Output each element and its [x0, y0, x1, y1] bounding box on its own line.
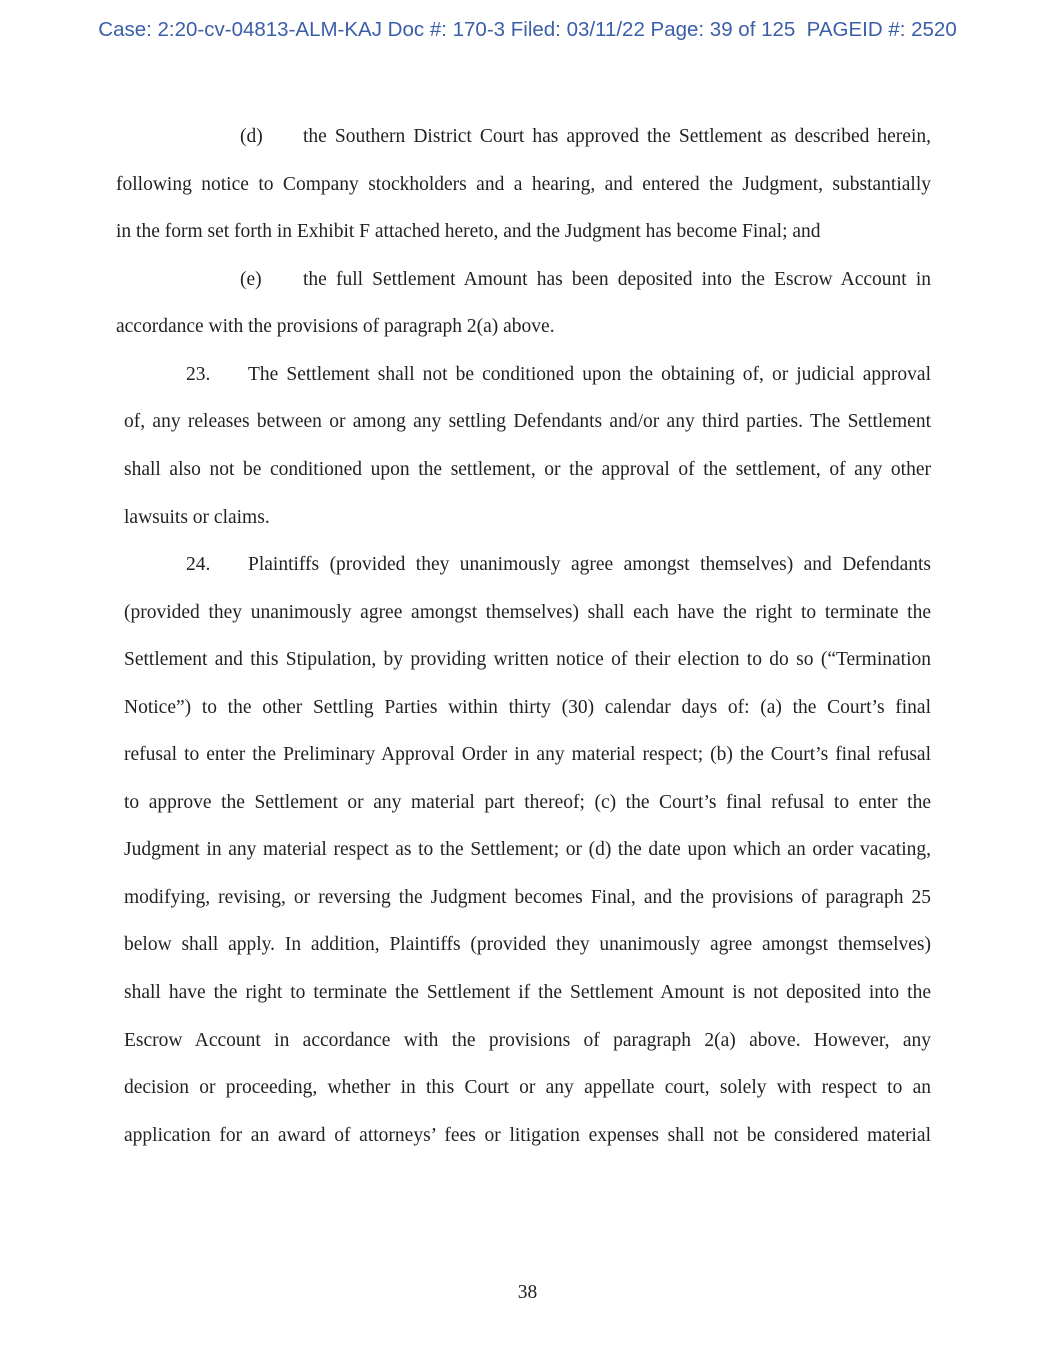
- text-line: shall have the right to terminate the Settlement if the Settlement Amount is not deposited into the: [124, 982, 931, 1003]
- text-line: below shall apply. In addition, Plaintiffs (provided they unanimously agree amongst themselves): [124, 934, 931, 955]
- text-line: Escrow Account in accordance with the provisions of paragraph 2(a) above. However, any: [124, 1030, 931, 1051]
- text-line: refusal to enter the Preliminary Approval Order in any material respect; (b) the Court’s final refusal: [124, 744, 931, 765]
- text-line: of, any releases between or among any settling Defendants and/or any third parties. The Settlement: [124, 411, 931, 432]
- text-line: application for an award of attorneys’ fees or litigation expenses shall not be considered material: [124, 1125, 931, 1146]
- text-line: (provided they unanimously agree amongst themselves) shall each have the right to terminate the: [124, 602, 931, 623]
- subparagraph-e-marker: (e): [240, 269, 262, 290]
- text-line: the Southern District Court has approved the Settlement as described herein,: [303, 126, 931, 147]
- text-line: Judgment in any material respect as to the Settlement; or (d) the date upon which an order vacating,: [124, 839, 931, 860]
- case-header-stamp: Case: 2:20-cv-04813-ALM-KAJ Doc #: 170-3 Filed: 03/11/22 Page: 39 of 125 PAGEID #: 2520: [98, 18, 957, 41]
- text-line: modifying, revising, or reversing the Judgment becomes Final, and the provisions of paragraph 25: [124, 887, 931, 908]
- text-line: Settlement and this Stipulation, by providing written notice of their election to do so (“Termination: [124, 649, 931, 670]
- text-line: to approve the Settlement or any material part thereof; (c) the Court’s final refusal to enter the: [124, 792, 931, 813]
- text-line: lawsuits or claims.: [124, 507, 270, 528]
- paragraph-23-number: 23.: [186, 364, 211, 385]
- text-line: the full Settlement Amount has been deposited into the Escrow Account in: [303, 269, 931, 290]
- page-number: 38: [517, 1282, 538, 1303]
- text-line: accordance with the provisions of paragraph 2(a) above.: [116, 316, 555, 337]
- paragraph-24-number: 24.: [186, 554, 211, 575]
- text-line: following notice to Company stockholders and a hearing, and entered the Judgment, substantially: [116, 174, 931, 195]
- text-line: shall also not be conditioned upon the settlement, or the approval of the settlement, of any other: [124, 459, 931, 480]
- text-line: Notice”) to the other Settling Parties within thirty (30) calendar days of: (a) the Court’s final: [124, 697, 931, 718]
- text-line: in the form set forth in Exhibit F attached hereto, and the Judgment has become Final; and: [116, 221, 821, 242]
- text-line: Plaintiffs (provided they unanimously agree amongst themselves) and Defendants: [248, 554, 931, 575]
- text-line: decision or proceeding, whether in this Court or any appellate court, solely with respect to an: [124, 1077, 931, 1098]
- text-line: The Settlement shall not be conditioned upon the obtaining of, or judicial approval: [248, 364, 931, 385]
- subparagraph-d-marker: (d): [240, 126, 263, 147]
